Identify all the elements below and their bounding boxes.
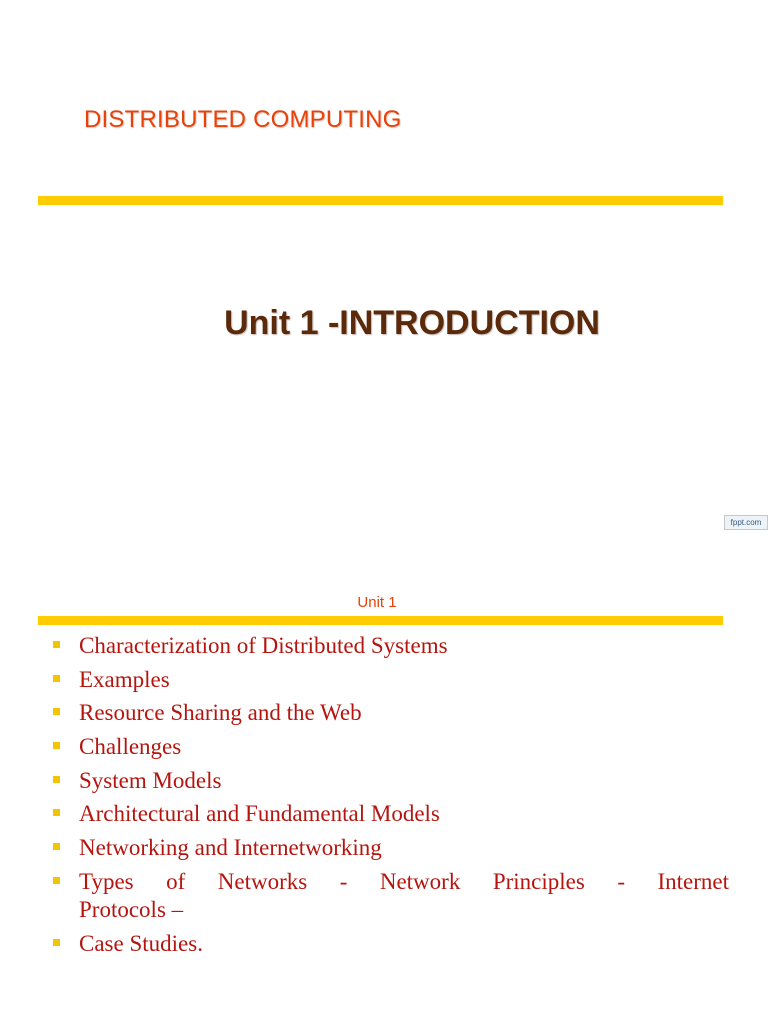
list-item bbox=[52, 733, 729, 761]
title-divider bbox=[38, 616, 723, 625]
course-title: DISTRIBUTED COMPUTING bbox=[84, 106, 402, 133]
list-item bbox=[52, 767, 729, 795]
topic-text: Case Studies. bbox=[79, 930, 203, 956]
list-item bbox=[52, 800, 729, 828]
square-bullet-icon bbox=[53, 708, 60, 715]
list-item bbox=[52, 699, 729, 727]
list-item bbox=[52, 632, 729, 660]
square-bullet-icon bbox=[53, 641, 60, 648]
topic-text: Examples bbox=[79, 666, 170, 692]
title-divider bbox=[38, 196, 723, 205]
topic-text: Networking and Internetworking bbox=[79, 835, 382, 861]
unit-heading: Unit 1 -INTRODUCTION bbox=[224, 304, 600, 342]
square-bullet-icon bbox=[53, 843, 60, 850]
list-item bbox=[52, 666, 729, 694]
square-bullet-icon bbox=[53, 877, 60, 884]
list-item bbox=[52, 930, 729, 958]
topic-text: Resource Sharing and the Web bbox=[79, 700, 362, 726]
topic-text: Types of Networks - Network Principles - Internet bbox=[79, 868, 729, 894]
list-item bbox=[52, 834, 729, 862]
topic-list bbox=[52, 632, 729, 963]
topic-text: Characterization of Distributed Systems bbox=[79, 633, 448, 658]
slide-topics-page bbox=[0, 560, 768, 1024]
topic-text-continued: Protocols – bbox=[79, 896, 184, 922]
list-item bbox=[52, 868, 729, 924]
topic-text: System Models bbox=[79, 767, 222, 793]
square-bullet-icon bbox=[53, 939, 60, 946]
square-bullet-icon bbox=[53, 675, 60, 682]
square-bullet-icon bbox=[53, 809, 60, 816]
fppt-watermark: fppt.com bbox=[724, 515, 768, 530]
topic-text: Challenges bbox=[79, 734, 182, 760]
square-bullet-icon bbox=[53, 742, 60, 749]
square-bullet-icon bbox=[53, 776, 60, 783]
topic-text: Architectural and Fundamental Models bbox=[79, 801, 440, 827]
slide-title: Unit 1 bbox=[357, 594, 397, 611]
